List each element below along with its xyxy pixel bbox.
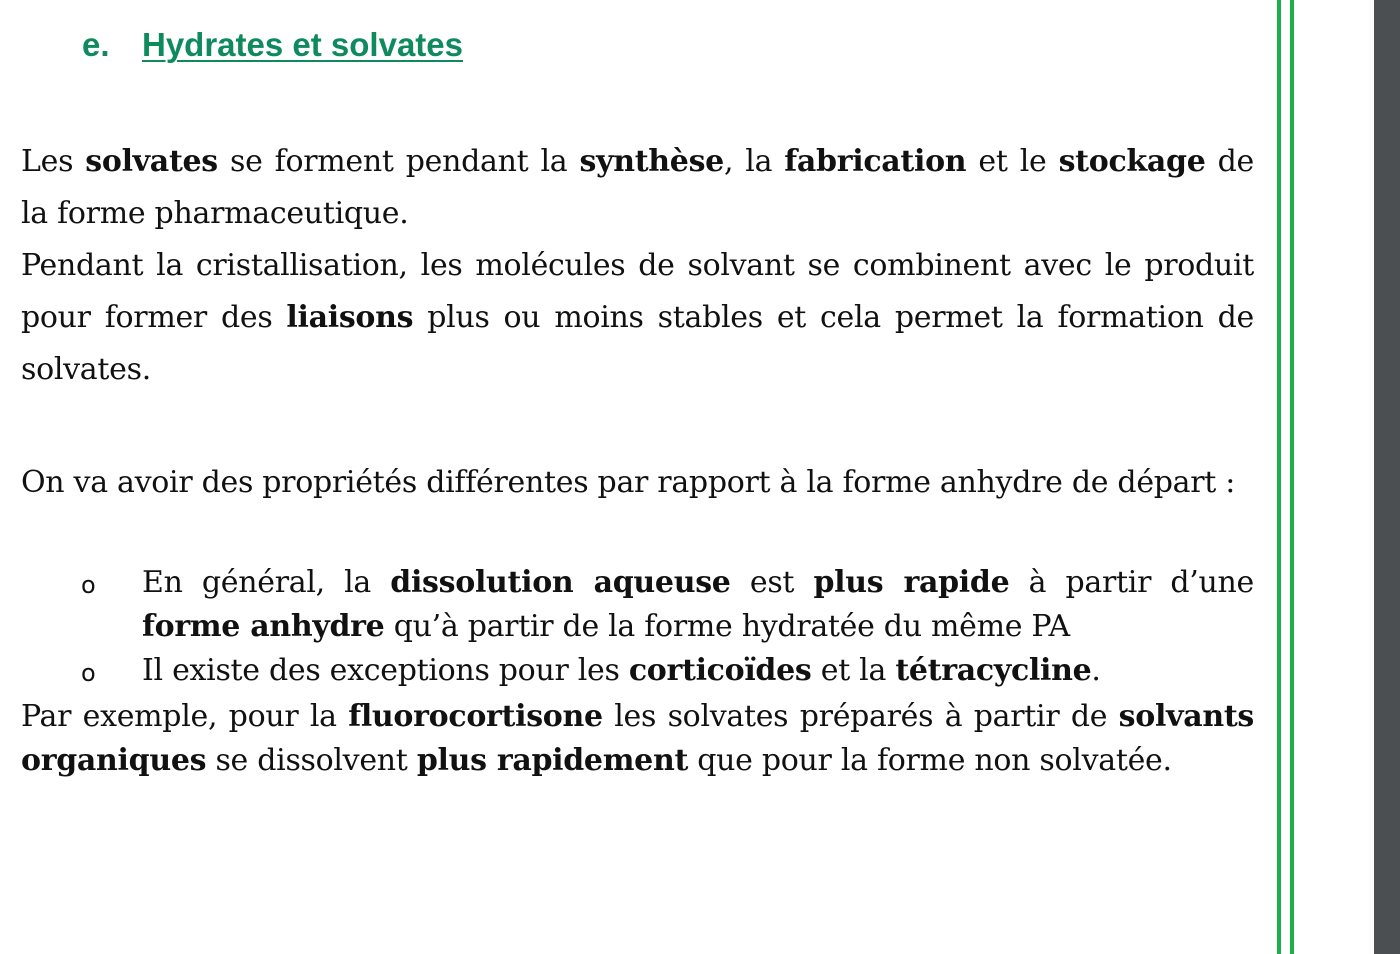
paragraph-properties: On va avoir des propriétés différentes par rapport à la forme anhydre de départ :: [21, 465, 1236, 500]
text-run: et le: [966, 144, 1059, 179]
text-run: les solvates préparés à partir de: [602, 699, 1119, 734]
text-run: .: [1091, 653, 1101, 688]
bold-term: fabrication: [784, 144, 967, 179]
text-run: , la: [723, 144, 785, 179]
bold-term: corticoïdes: [628, 653, 812, 688]
section-number: e.: [82, 26, 110, 63]
page-margin: [1294, 0, 1374, 954]
list-item: [21, 649, 1254, 693]
bold-term: solvates: [85, 144, 218, 179]
text-run: plus ou moins stables et cela permet la formation de solvates.: [21, 300, 1254, 387]
text-run: et la: [811, 653, 896, 688]
text-run: à partir d’une: [1009, 565, 1255, 600]
section-heading: [82, 26, 463, 64]
text-run: Pendant la cristallisation, les molécules de solvant se combinent avec le produit pour former des: [21, 248, 1254, 335]
text-run: se forment pendant la: [217, 144, 580, 179]
text-run: de la forme pharmaceutique.: [21, 144, 1254, 231]
list-item: [21, 561, 1254, 649]
text-run: Il existe des exceptions pour les: [142, 653, 629, 688]
bold-term: plus rapide: [813, 565, 1010, 600]
bold-term: stockage: [1058, 144, 1206, 179]
bullet-marker: o: [81, 659, 96, 687]
paragraph-solvates-formation: [21, 136, 1254, 396]
text-run: Les: [21, 144, 86, 179]
margin-line-left: [1277, 0, 1281, 954]
bold-term: fluorocortisone: [348, 699, 603, 734]
bold-term: dissolution aqueuse: [390, 565, 731, 600]
paragraph-example: [21, 695, 1254, 783]
bullet-list: [21, 561, 1254, 693]
text-run: qu’à partir de la forme hydratée du même PA: [384, 609, 1070, 644]
section-title: Hydrates et solvates: [142, 26, 463, 63]
text-run: En général, la: [142, 565, 391, 600]
bold-term: solvants organiques: [21, 699, 1254, 778]
window-side-panel: [1374, 0, 1400, 954]
text-run: se dissolvent: [206, 743, 417, 778]
bold-term: forme anhydre: [142, 609, 385, 644]
bullet-marker: o: [81, 571, 96, 599]
text-run: que pour la forme non solvatée.: [688, 743, 1172, 778]
bold-term: synthèse: [579, 144, 724, 179]
bold-term: plus rapidement: [416, 743, 689, 778]
bold-term: tétracycline: [895, 653, 1092, 688]
text-run: est: [730, 565, 814, 600]
text-run: Par exemple, pour la: [21, 699, 349, 734]
bold-term: liaisons: [286, 300, 414, 335]
